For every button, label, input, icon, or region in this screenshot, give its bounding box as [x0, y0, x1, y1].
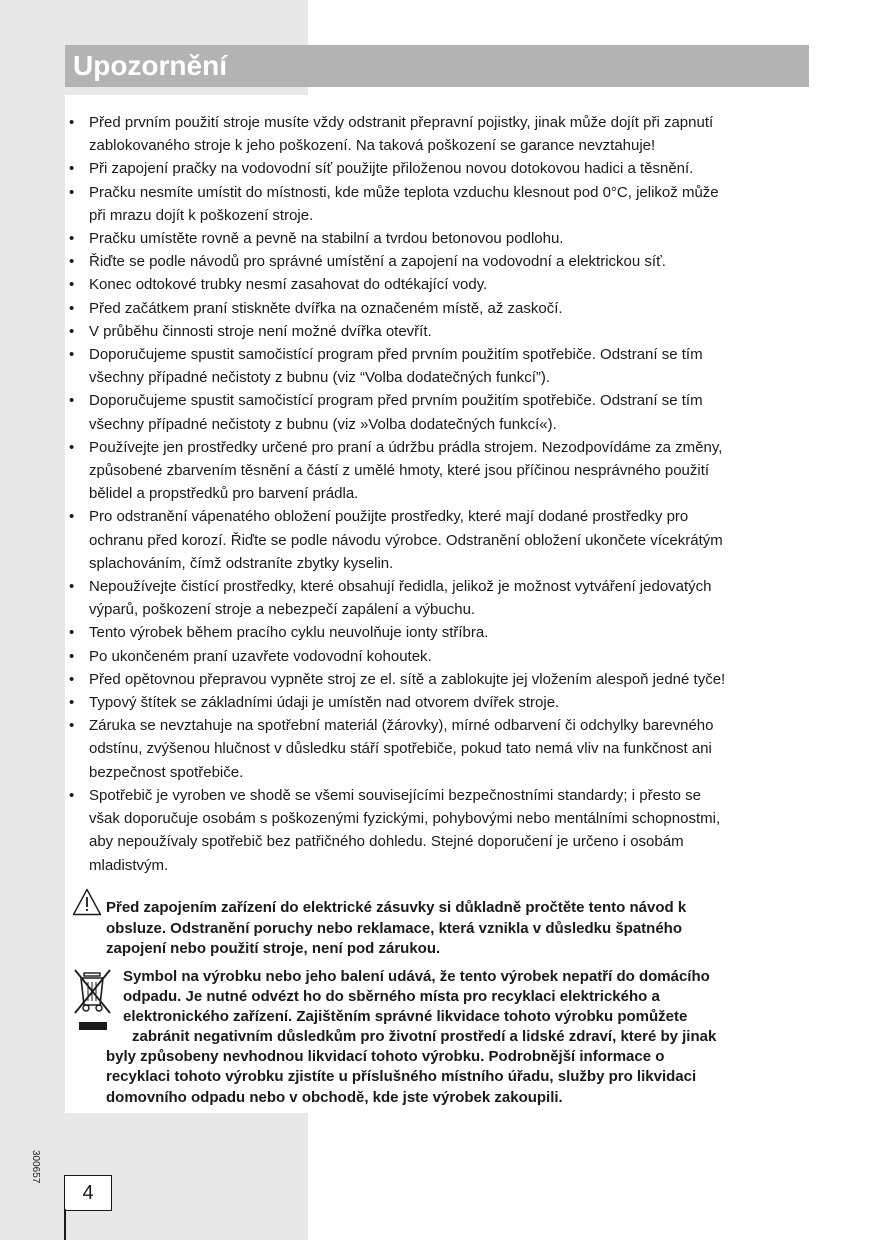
recycling-line: byly způsobeny nevhodnou likvidací tohoto výrobku. Podrobnější informace o: [106, 1048, 665, 1066]
notice-item: [66, 181, 806, 227]
bullet-dot: •: [69, 624, 75, 642]
notice-line: všechny případné nečistoty z bubnu (viz “Volba dodatečných funkcí”).: [89, 369, 551, 387]
notice-line: bělidel a propstředků pro barvení prádla.: [89, 485, 359, 503]
notice-line: Typový štítek se základními údaji je umístěn nad otvorem dvířek stroje.: [89, 694, 560, 712]
notice-line: mladistvým.: [89, 856, 169, 874]
bullet-dot: •: [69, 578, 75, 596]
notice-item: [66, 227, 806, 250]
bullet-dot: •: [69, 322, 75, 340]
notice-item: [66, 111, 806, 157]
notice-item: [66, 436, 806, 506]
notice-line: Pračku nesmíte umístit do místnosti, kde může teplota vzduchu klesnout pod 0°C, jelikož může: [89, 183, 719, 201]
notice-item: [66, 505, 806, 575]
notice-line: Konec odtokové trubky nesmí zasahovat do odtékající vody.: [89, 276, 488, 294]
notice-item: [66, 668, 806, 691]
notice-item: [66, 343, 806, 389]
recycling-line: elektronického zařízení. Zajištěním správné likvidace tohoto výrobku pomůžete: [123, 1008, 688, 1026]
recycling-line: odpadu. Je nutné odvézt ho do sběrného místa pro recyklaci elektrického a: [123, 988, 660, 1006]
warning-notice: [72, 888, 802, 960]
notice-line: výparů, poškození stroje a nebezpečí zapálení a výbuchu.: [89, 601, 476, 619]
notice-line: Používejte jen prostředky určené pro praní a údržbu prádla strojem. Nezodpovídáme za změny,: [89, 438, 723, 456]
notice-line: aby nepoužívaly spotřebič bez patřičného dohledu. Stejné doporučení je určeno i osobám: [89, 833, 684, 851]
recycling-line: recyklaci tohoto výrobku zjistíte u příslušného místního úřadu, služby pro likvidaci: [106, 1068, 697, 1086]
recycling-line: domovního odpadu nebo v obchodě, kde jste výrobek zakoupili.: [106, 1088, 563, 1106]
bullet-dot: •: [69, 438, 75, 456]
notice-line: Před opětovnou přepravou vypněte stroj ze el. sítě a zablokujte jej vložením alespoň jedné tyče!: [89, 670, 726, 688]
recycling-line: zabránit negativním důsledkům pro životní prostředí a lidské zdraví, které by jinak: [132, 1028, 717, 1046]
bullet-dot: •: [69, 276, 75, 294]
bullet-dot: •: [69, 230, 75, 248]
bullet-dot: •: [69, 299, 75, 317]
notice-line: však doporučuje osobám s poškozenými fyzickými, pohybovými nebo mentálními schopnostmi,: [89, 810, 721, 828]
notice-line: ochranu před korozí. Řiďte se podle návodu výrobce. Odstranění obložení ukončete vícekrátým: [89, 531, 723, 549]
notice-item: [66, 389, 806, 435]
notice-line: Při zapojení pračky na vodovodní síť použijte přiloženou novou dotokovou hadici a těsnění.: [89, 160, 694, 178]
warning-line: obsluze. Odstranění poruchy nebo reklamace, která vznikla v důsledku špatného: [106, 919, 683, 937]
notice-item: [66, 273, 806, 296]
warning-line: Před zapojením zařízení do elektrické zásuvky si důkladně pročtěte tento návod k: [106, 899, 687, 916]
bullet-dot: •: [69, 392, 75, 410]
recycling-text: [72, 967, 802, 1108]
title-bar: [65, 45, 809, 87]
notice-line: Tento výrobek během pracího cyklu neuvolňuje ionty stříbra.: [89, 624, 489, 642]
notice-item: [66, 575, 806, 621]
notice-item: [66, 784, 806, 877]
notice-line: odstínu, zvýšenou hlučnost v důsledku stáří spotřebiče, pokud tato nemá vliv na funkčnost ani: [89, 740, 712, 758]
notice-line: Spotřebič je vyroben ve shodě se všemi souvisejícími bezpečnostními standardy; i přesto se: [89, 786, 701, 804]
notice-line: při mrazu dojít k poškození stroje.: [89, 206, 314, 224]
notice-line: Pračku umístěte rovně a pevně na stabilní a tvrdou betonovou podlohu.: [89, 230, 564, 248]
page-number: 4: [64, 1175, 112, 1211]
notice-line: Doporučujeme spustit samočistící program před prvním použitím spotřebiče. Odstraní se tím: [89, 346, 703, 364]
notice-line: Doporučujeme spustit samočistící program před prvním použitím spotřebiče. Odstraní se tím: [89, 392, 703, 410]
bullet-dot: •: [69, 508, 75, 526]
bullet-dot: •: [69, 346, 75, 364]
bullet-dot: •: [69, 717, 75, 735]
bullet-dot: •: [69, 114, 75, 131]
warning-line: zapojení nebo použití stroje, není pod zárukou.: [106, 940, 441, 957]
document-code: 300657: [30, 1150, 41, 1184]
notice-line: Před prvním použití stroje musíte vždy odstranit přepravní pojistky, jinak může dojít při zapnutí: [89, 114, 714, 131]
crossed-out-wheelie-bin-icon: [72, 967, 114, 1033]
bullet-dot: •: [69, 253, 75, 271]
notice-line: zablokovaného stroje k jeho poškození. Na taková poškození se garance nevztahuje!: [89, 137, 656, 155]
notice-item: [66, 645, 806, 668]
warning-text: [106, 898, 802, 960]
notice-item: [66, 297, 806, 320]
bullet-dot: •: [69, 786, 75, 804]
notice-line: bezpečnost spotřebiče.: [89, 763, 244, 781]
recycling-notice: [72, 967, 802, 1108]
recycling-line: Symbol na výrobku nebo jeho balení udává, že tento výrobek nepatří do domácího: [123, 968, 710, 985]
notice-line: Pro odstranění vápenatého obložení použijte prostředky, které mají dodané prostředky pro: [89, 508, 689, 526]
notice-item: [66, 157, 806, 180]
page-rule: [64, 1209, 66, 1240]
notice-line: V průběhu činnosti stroje není možné dvířka otevřít.: [89, 322, 432, 340]
bullet-dot: •: [69, 670, 75, 688]
warning-triangle-icon: [72, 888, 102, 916]
notice-line: Nepoužívejte čistící prostředky, které obsahují ředidla, jelikož je možnost vytváření jedovatých: [89, 578, 712, 596]
notice-item: [66, 621, 806, 644]
notice-line: Záruka se nevztahuje na spotřební materiál (žárovky), mírné odbarvení či odchylky barevného: [89, 717, 714, 735]
bullet-dot: •: [69, 694, 75, 712]
notice-item: [66, 250, 806, 273]
notice-line: splachováním, čímž odstraníte zbytky kyselin.: [89, 554, 394, 572]
bullet-dot: •: [69, 160, 75, 178]
notice-item: [66, 691, 806, 714]
notice-list: [66, 111, 806, 877]
bullet-dot: •: [69, 647, 75, 665]
notice-line: Řiďte se podle návodů pro správné umístění a zapojení na vodovodní a elektrickou síť.: [89, 253, 666, 271]
notice-line: Před začátkem praní stiskněte dvířka na označeném místě, až zaskočí.: [89, 299, 563, 317]
bullet-dot: •: [69, 183, 75, 201]
notice-line: Po ukončeném praní uzavřete vodovodní kohoutek.: [89, 647, 432, 665]
notice-line: všechny případné nečistoty z bubnu (viz »Volba dodatečných funkcí«).: [89, 415, 557, 433]
notice-item: [66, 714, 806, 784]
notice-item: [66, 320, 806, 343]
notice-line: způsobené zbarvením těsnění a částí z umělé hmoty, které jsou příčinou nesprávného použití: [89, 462, 710, 480]
page-title: Upozornění: [73, 50, 227, 81]
